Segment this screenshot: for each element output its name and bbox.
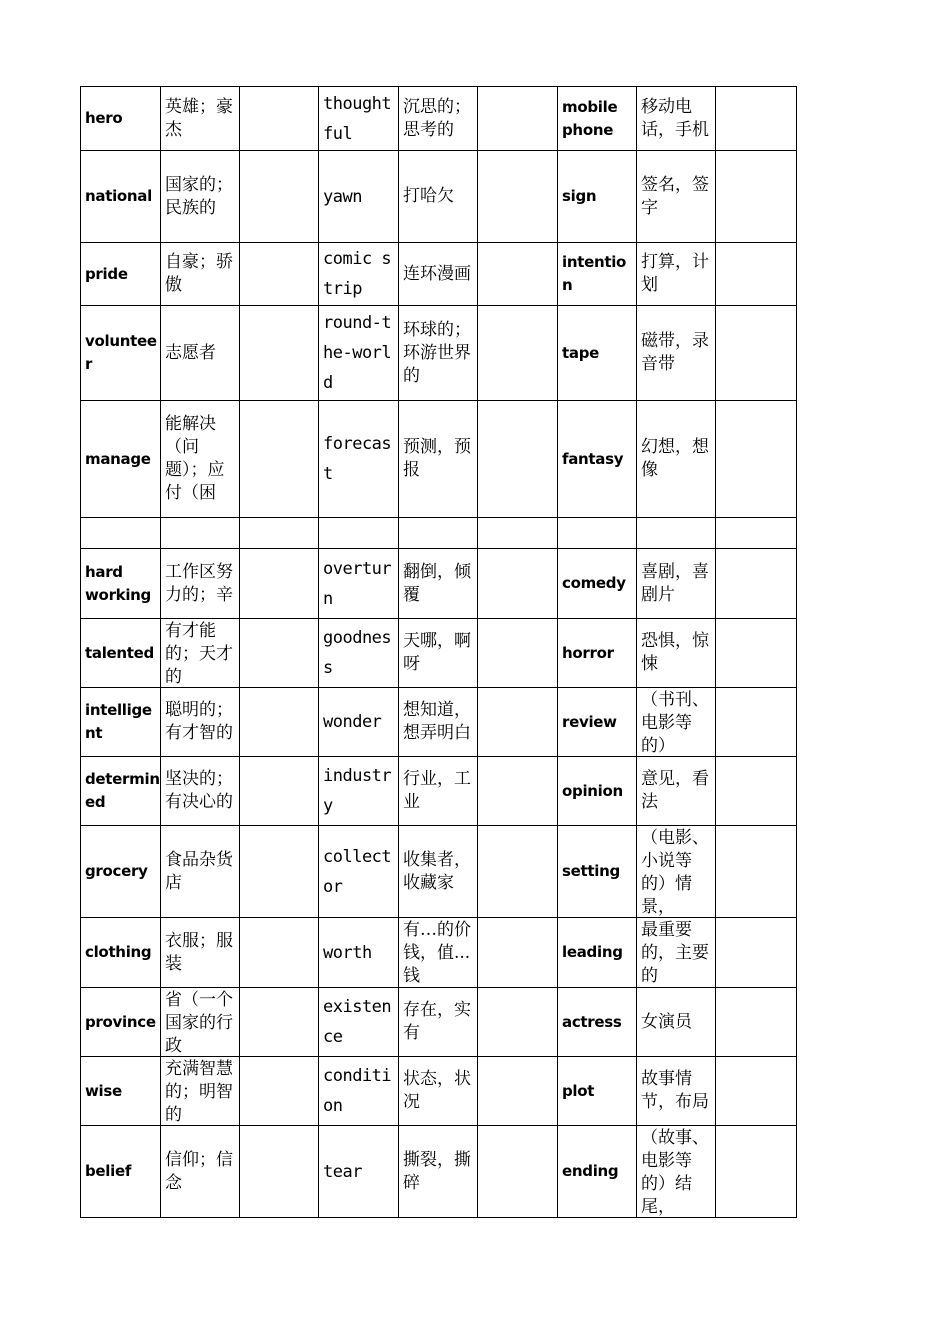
english-word-text: opinion [562, 781, 623, 800]
english-word-text: worth [323, 942, 372, 963]
vocabulary-table [80, 86, 797, 1218]
blank-cell [716, 151, 797, 243]
english-word-text: collector [323, 846, 392, 897]
blank-cell [240, 918, 319, 988]
english-word-cell [81, 243, 161, 306]
blank-cell [716, 688, 797, 757]
english-word-text: intelligent [85, 701, 152, 742]
chinese-meaning-cell [161, 243, 240, 306]
blank-cell [716, 518, 797, 549]
english-word-text: mobile phone [562, 97, 618, 139]
english-word-cell [319, 688, 399, 757]
blank-cell [716, 988, 797, 1057]
blank-cell [478, 826, 558, 918]
blank-cell [716, 549, 797, 619]
chinese-meaning-cell [161, 619, 240, 688]
blank-cell [478, 87, 558, 151]
english-word-text: tape [562, 343, 600, 362]
english-word-text: belief [85, 1162, 132, 1180]
chinese-meaning-text: 移动电话，手机 [641, 96, 709, 140]
english-word-cell [319, 243, 399, 306]
english-word-cell [81, 306, 161, 401]
chinese-meaning-cell [161, 757, 240, 826]
chinese-meaning-text: 幻想，想像 [641, 437, 709, 480]
chinese-meaning-cell [637, 87, 716, 151]
chinese-meaning-cell [637, 306, 716, 401]
english-word-cell [81, 518, 161, 549]
table-row [81, 918, 797, 988]
table-row [81, 1057, 797, 1126]
english-word-text: horror [562, 643, 614, 662]
english-word-text: thoughtful [323, 93, 392, 144]
blank-cell [240, 757, 319, 826]
table-row [81, 1126, 797, 1218]
english-word-cell [81, 757, 161, 826]
table-row [81, 988, 797, 1057]
chinese-meaning-text: 女演员 [641, 1011, 692, 1032]
english-word-cell [319, 918, 399, 988]
english-word-text: forecast [323, 434, 392, 484]
english-word-cell [319, 401, 399, 518]
chinese-meaning-cell [637, 549, 716, 619]
english-word-cell [81, 1126, 161, 1218]
chinese-meaning-text: （电影、小说等的）情景， [641, 827, 709, 917]
chinese-meaning-text: 信仰；信念 [165, 1149, 233, 1193]
chinese-meaning-cell [637, 1126, 716, 1218]
table-row [81, 151, 797, 243]
chinese-meaning-text: 食品杂货店 [165, 849, 233, 893]
chinese-meaning-text: 翻倒，倾覆 [403, 561, 471, 605]
blank-cell [240, 619, 319, 688]
chinese-meaning-cell [637, 1057, 716, 1126]
english-word-text: talented [85, 643, 154, 662]
chinese-meaning-text: 有…的价钱，值...钱 [403, 919, 471, 986]
blank-cell [240, 306, 319, 401]
blank-cell [716, 243, 797, 306]
english-word-cell [81, 1057, 161, 1126]
chinese-meaning-cell [161, 306, 240, 401]
chinese-meaning-text: 行业，工业 [403, 769, 471, 812]
english-word-text: hero [85, 109, 123, 127]
chinese-meaning-text: 打算，计划 [641, 252, 709, 295]
chinese-meaning-cell [161, 1126, 240, 1218]
english-word-text: overturn [323, 558, 392, 609]
english-word-cell [319, 549, 399, 619]
english-word-cell [319, 1057, 399, 1126]
blank-cell [240, 243, 319, 306]
english-word-text: wonder [323, 712, 382, 732]
blank-cell [478, 1057, 558, 1126]
blank-cell [240, 688, 319, 757]
chinese-meaning-cell [399, 688, 478, 757]
chinese-meaning-text: 喜剧，喜剧片 [641, 561, 709, 605]
table-row [81, 401, 797, 518]
english-word-cell [81, 619, 161, 688]
english-word-cell [558, 518, 637, 549]
chinese-meaning-cell [637, 151, 716, 243]
english-word-text: review [562, 712, 617, 731]
english-word-cell [558, 988, 637, 1057]
chinese-meaning-cell [161, 549, 240, 619]
english-word-text: determined [85, 770, 160, 811]
chinese-meaning-text: 想知道，想弄明白 [403, 700, 471, 743]
english-word-text: yawn [323, 186, 362, 207]
blank-cell [478, 619, 558, 688]
blank-cell [716, 401, 797, 518]
blank-cell [478, 549, 558, 619]
english-word-cell [558, 87, 637, 151]
chinese-meaning-text: 打哈欠 [403, 186, 454, 206]
blank-cell [240, 549, 319, 619]
chinese-meaning-text: （书刊、电影等的） [641, 689, 709, 756]
blank-cell [716, 87, 797, 151]
chinese-meaning-cell [399, 918, 478, 988]
english-word-text: ending [562, 1162, 619, 1180]
blank-cell [478, 401, 558, 518]
blank-cell [478, 688, 558, 757]
blank-cell [716, 1126, 797, 1218]
chinese-meaning-cell [161, 918, 240, 988]
blank-cell [240, 1057, 319, 1126]
english-word-cell [81, 826, 161, 918]
english-word-text: tear [323, 1161, 362, 1182]
english-word-cell [81, 918, 161, 988]
english-word-cell [319, 518, 399, 549]
chinese-meaning-cell [161, 688, 240, 757]
english-word-cell [81, 549, 161, 619]
blank-cell [716, 306, 797, 401]
chinese-meaning-cell [637, 619, 716, 688]
chinese-meaning-text: 恐惧，惊悚 [641, 631, 709, 674]
blank-cell [240, 151, 319, 243]
table-row [81, 757, 797, 826]
chinese-meaning-text: 最重要的，主要的 [641, 919, 709, 986]
english-word-cell [81, 401, 161, 518]
blank-cell [240, 87, 319, 151]
english-word-text: setting [562, 862, 620, 880]
chinese-meaning-cell [399, 243, 478, 306]
english-word-text: manage [85, 449, 151, 468]
english-word-cell [558, 549, 637, 619]
chinese-meaning-text: 有才能的；天才的 [165, 620, 233, 687]
chinese-meaning-text: 存在，实有 [403, 1000, 471, 1043]
english-word-cell [81, 688, 161, 757]
chinese-meaning-text: 省（一个国家的行政 [165, 989, 233, 1056]
blank-cell [240, 401, 319, 518]
chinese-meaning-cell [399, 518, 478, 549]
english-word-text: fantasy [562, 449, 624, 468]
table-row [81, 243, 797, 306]
chinese-meaning-text: 自豪；骄傲 [165, 252, 233, 295]
english-word-cell [319, 826, 399, 918]
chinese-meaning-cell [399, 549, 478, 619]
english-word-text: leading [562, 943, 623, 961]
blank-cell [478, 757, 558, 826]
english-word-cell [319, 1126, 399, 1218]
chinese-meaning-cell [161, 988, 240, 1057]
blank-cell [240, 826, 319, 918]
blank-cell [716, 826, 797, 918]
chinese-meaning-text: 坚决的；有决心的 [165, 769, 233, 812]
chinese-meaning-cell [637, 757, 716, 826]
chinese-meaning-text: 国家的；民族的 [165, 174, 233, 218]
english-word-cell [81, 988, 161, 1057]
chinese-meaning-text: 能解决（问题）；应付（困 [165, 414, 225, 503]
chinese-meaning-text: 状态，状况 [403, 1069, 471, 1112]
table-row [81, 549, 797, 619]
english-word-cell [319, 87, 399, 151]
chinese-meaning-text: 预测，预报 [403, 437, 471, 480]
chinese-meaning-cell [637, 688, 716, 757]
chinese-meaning-text: 连环漫画 [403, 263, 471, 284]
english-word-cell [319, 151, 399, 243]
english-word-text: industry [323, 766, 392, 816]
chinese-meaning-text: 工作区努力的；辛 [165, 561, 233, 605]
chinese-meaning-text: 志愿者 [165, 342, 216, 363]
english-word-cell [319, 306, 399, 401]
english-word-cell [319, 757, 399, 826]
table-row [81, 826, 797, 918]
english-word-text: pride [85, 264, 128, 283]
english-word-cell [558, 757, 637, 826]
english-word-text: plot [562, 1081, 595, 1100]
table-row [81, 306, 797, 401]
chinese-meaning-cell [161, 87, 240, 151]
english-word-cell [558, 1126, 637, 1218]
chinese-meaning-cell [399, 306, 478, 401]
chinese-meaning-text: 充满智慧的；明智的 [165, 1058, 233, 1125]
english-word-cell [558, 826, 637, 918]
chinese-meaning-text: 撕裂，撕碎 [403, 1149, 471, 1193]
table-body [81, 87, 797, 1218]
english-word-cell [558, 918, 637, 988]
blank-cell [478, 243, 558, 306]
chinese-meaning-cell [637, 826, 716, 918]
chinese-meaning-cell [399, 988, 478, 1057]
english-word-text: province [85, 1012, 156, 1031]
chinese-meaning-text: 签名，签字 [641, 174, 709, 218]
blank-cell [716, 1057, 797, 1126]
english-word-text: goodness [323, 628, 392, 678]
blank-cell [478, 518, 558, 549]
chinese-meaning-cell [637, 918, 716, 988]
chinese-meaning-cell [637, 401, 716, 518]
english-word-text: condition [323, 1066, 392, 1116]
english-word-text: sign [562, 187, 597, 205]
english-word-text: wise [85, 1081, 122, 1100]
blank-cell [716, 757, 797, 826]
english-word-cell [81, 151, 161, 243]
chinese-meaning-cell [161, 151, 240, 243]
english-word-text: grocery [85, 862, 148, 880]
english-word-cell [81, 87, 161, 151]
chinese-meaning-text: 磁带，录音带 [641, 331, 709, 374]
chinese-meaning-text: 英雄；豪杰 [165, 96, 233, 140]
chinese-meaning-cell [399, 87, 478, 151]
chinese-meaning-cell [399, 1126, 478, 1218]
english-word-cell [558, 401, 637, 518]
table-row [81, 688, 797, 757]
english-word-text: comedy [562, 574, 626, 592]
english-word-text: intention [562, 253, 627, 294]
chinese-meaning-cell [161, 401, 240, 518]
table-row [81, 87, 797, 151]
chinese-meaning-cell [161, 826, 240, 918]
blank-cell [478, 1126, 558, 1218]
chinese-meaning-text: 环球的；环游世界的 [403, 319, 471, 386]
english-word-cell [558, 243, 637, 306]
english-word-cell [558, 1057, 637, 1126]
english-word-cell [558, 688, 637, 757]
chinese-meaning-cell [161, 1057, 240, 1126]
english-word-text: actress [562, 1012, 622, 1031]
chinese-meaning-text: 衣服；服装 [165, 930, 233, 974]
chinese-meaning-cell [399, 619, 478, 688]
english-word-text: clothing [85, 943, 152, 961]
english-word-text: comic strip [323, 249, 392, 299]
chinese-meaning-cell [637, 988, 716, 1057]
english-word-cell [558, 619, 637, 688]
blank-cell [716, 619, 797, 688]
english-word-text: existence [323, 997, 392, 1047]
table-row [81, 619, 797, 688]
english-word-cell [558, 151, 637, 243]
chinese-meaning-cell [399, 401, 478, 518]
chinese-meaning-text: 意见，看法 [641, 769, 709, 812]
chinese-meaning-text: 天哪，啊呀 [403, 631, 471, 674]
chinese-meaning-cell [637, 243, 716, 306]
english-word-text: national [85, 187, 152, 205]
blank-cell [240, 1126, 319, 1218]
chinese-meaning-cell [161, 518, 240, 549]
chinese-meaning-cell [399, 826, 478, 918]
english-word-cell [319, 988, 399, 1057]
table-row [81, 518, 797, 549]
english-word-cell [319, 619, 399, 688]
english-word-text: hard working [85, 562, 151, 604]
english-word-cell [558, 306, 637, 401]
chinese-meaning-cell [399, 151, 478, 243]
english-word-text: volunteer [85, 332, 157, 373]
blank-cell [478, 988, 558, 1057]
chinese-meaning-cell [399, 757, 478, 826]
blank-cell [240, 988, 319, 1057]
chinese-meaning-text: 故事情节，布局 [641, 1069, 709, 1112]
chinese-meaning-text: 聪明的；有才智的 [165, 700, 233, 743]
chinese-meaning-cell [637, 518, 716, 549]
blank-cell [478, 306, 558, 401]
blank-cell [240, 518, 319, 549]
chinese-meaning-cell [399, 1057, 478, 1126]
english-word-text: round-the-world [323, 313, 392, 393]
blank-cell [478, 151, 558, 243]
blank-cell [478, 918, 558, 988]
chinese-meaning-text: （故事、电影等的）结尾， [641, 1127, 709, 1217]
chinese-meaning-text: 收集者，收藏家 [403, 849, 471, 893]
chinese-meaning-text: 沉思的；思考的 [403, 96, 471, 140]
blank-cell [716, 918, 797, 988]
